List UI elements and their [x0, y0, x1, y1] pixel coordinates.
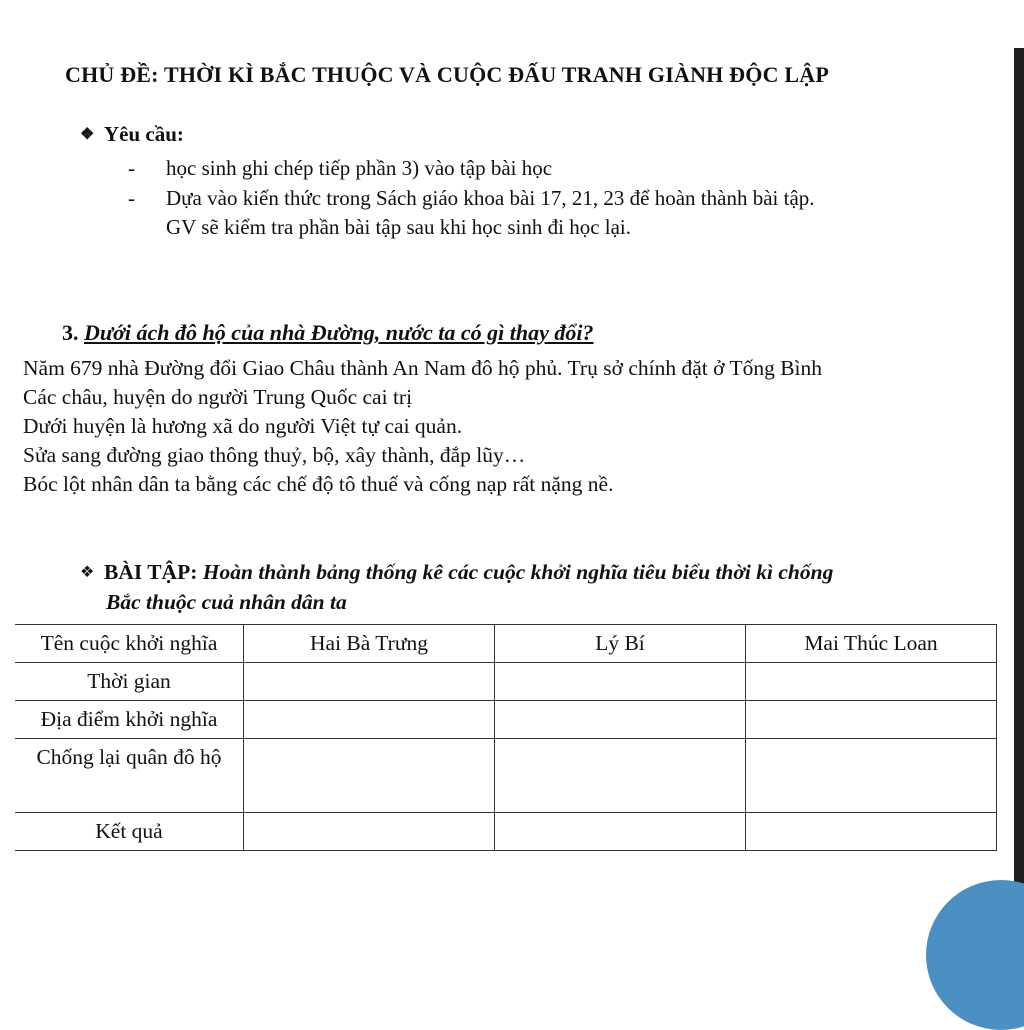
section3-line: Các châu, huyện do người Trung Quốc cai trị: [23, 385, 413, 409]
table-row-label: Thời gian: [15, 663, 244, 701]
exercise-heading: [80, 560, 833, 585]
section3-line: Năm 679 nhà Đường đổi Giao Châu thành An Nam đô hộ phủ. Trụ sở chính đặt ở Tống Bình: [23, 356, 823, 380]
table-header-cell: Lý Bí: [495, 625, 746, 663]
requirement-continuation: GV sẽ kiểm tra phần bài tập sau khi học sinh đi học lại.: [166, 215, 632, 239]
table-header-cell: Tên cuộc khởi nghĩa: [15, 625, 244, 663]
requirement-item-text: Dựa vào kiến thức trong Sách giáo khoa bài 17, 21, 23 để hoàn thành bài tập.: [166, 186, 815, 210]
requirements-heading: [80, 122, 184, 147]
table-cell[interactable]: [244, 813, 495, 851]
requirements-heading-text: Yêu cầu:: [104, 122, 184, 146]
section3-heading-text: Dưới ách đô hộ của nhà Đường, nước ta có gì thay đổi?: [84, 320, 594, 345]
table-header-cell: Hai Bà Trưng: [244, 625, 495, 663]
table-cell[interactable]: [495, 663, 746, 701]
table-cell[interactable]: [244, 701, 495, 739]
section3-line: Bóc lột nhân dân ta bằng các chế độ tô thuế và cống nạp rất nặng nề.: [23, 472, 614, 496]
table-row: [15, 813, 997, 851]
dash-bullet-icon: -: [128, 186, 135, 210]
section3-line: Dưới huyện là hương xã do người Việt tự cai quản.: [23, 414, 463, 438]
requirement-item: [128, 156, 552, 181]
page-title: CHỦ ĐỀ: THỜI KÌ BẮC THUỘC VÀ CUỘC ĐẤU TRANH GIÀNH ĐỘC LẬP: [65, 62, 829, 87]
diamond-bullet-icon: ❖: [80, 564, 95, 581]
table-row: [15, 663, 997, 701]
diamond-bullet-icon: ❖: [80, 126, 95, 143]
table-cell[interactable]: [495, 739, 746, 813]
exercise-label: BÀI TẬP:: [104, 560, 198, 584]
table-header-row: [15, 625, 997, 663]
table-header-cell: Mai Thúc Loan: [746, 625, 997, 663]
scrollbar[interactable]: [1014, 48, 1024, 935]
uprisings-table: [15, 624, 997, 851]
dash-bullet-icon: -: [128, 156, 135, 180]
table-cell[interactable]: [746, 813, 997, 851]
section3-line: Sửa sang đường giao thông thuỷ, bộ, xây thành, đắp lũy…: [23, 443, 526, 467]
requirement-item-text: học sinh ghi chép tiếp phần 3) vào tập bài học: [166, 156, 553, 180]
table-cell[interactable]: [746, 663, 997, 701]
section3-heading: [62, 320, 594, 346]
table-cell[interactable]: [495, 701, 746, 739]
table-cell[interactable]: [746, 739, 997, 813]
table-cell[interactable]: [244, 739, 495, 813]
table-cell[interactable]: [495, 813, 746, 851]
table-row-label: Địa điểm khởi nghĩa: [15, 701, 244, 739]
exercise-text-line2: Bắc thuộc cuả nhân dân ta: [106, 590, 347, 614]
requirement-item: [128, 186, 815, 211]
table-row: [15, 701, 997, 739]
table-cell[interactable]: [244, 663, 495, 701]
exercise-text-line1: Hoàn thành bảng thống kê các cuộc khởi nghĩa tiêu biểu thời kì chống: [202, 560, 834, 584]
table-cell[interactable]: [746, 701, 997, 739]
section3-number: 3.: [62, 320, 79, 345]
table-row: [15, 739, 997, 813]
table-row-label: Chống lại quân đô hộ: [15, 739, 244, 813]
table-row-label: Kết quả: [15, 813, 244, 851]
